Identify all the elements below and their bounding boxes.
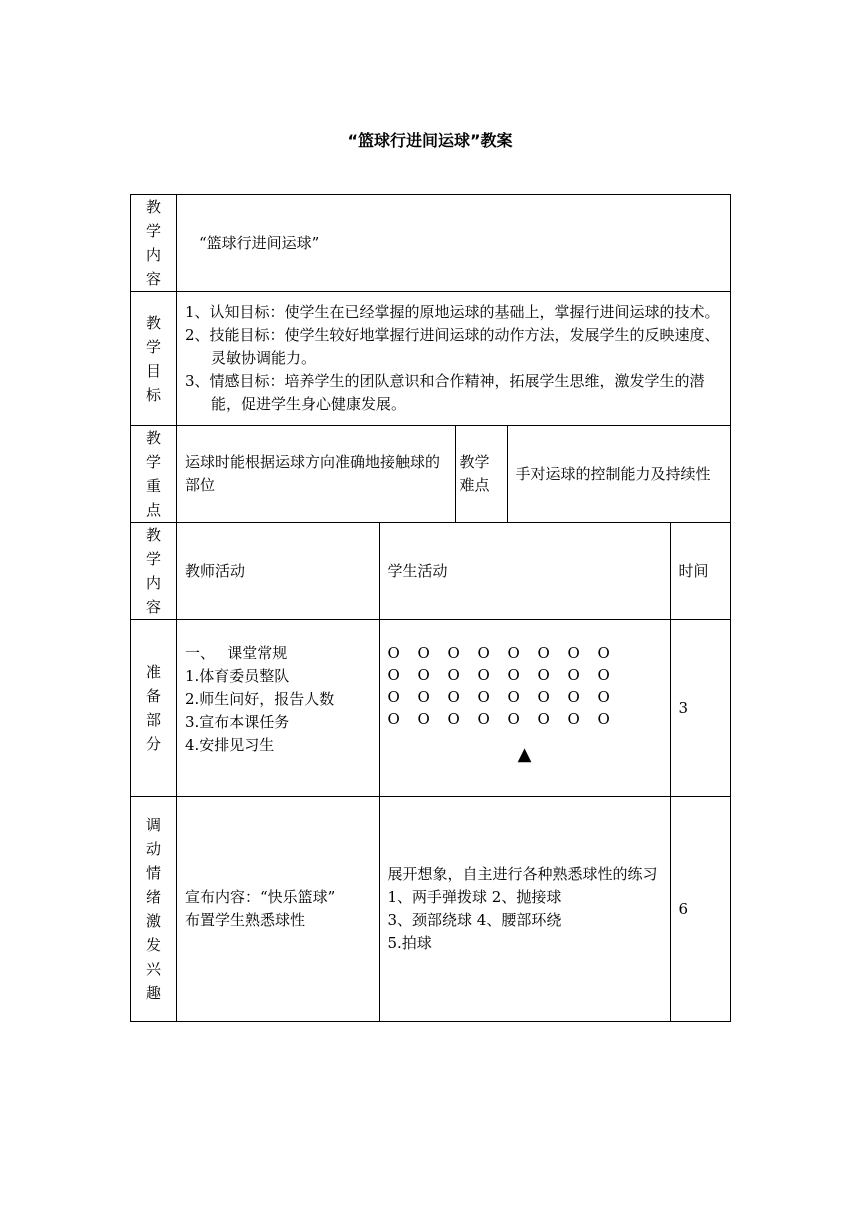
row-label-objectives: 教 学 目 标	[131, 292, 177, 426]
warmup-student-activity: 展开想象，自主进行各种熟悉球性的练习 1、两手弹拨球 2、抛接球 3、颈部绕球 4、腰部环绕 5.拍球	[379, 797, 670, 1021]
header-teacher-activity: 教师活动	[185, 561, 246, 580]
row-label-header: 教 学 内 容	[131, 523, 177, 620]
objective-affective: 3、情感目标：培养学生的团队意识和合作精神，拓展学生思维，激发学生的潜能，促进学生身心健康发展。	[185, 372, 705, 413]
row-objectives	[131, 292, 731, 426]
row-key-points	[131, 426, 731, 523]
row-activity-header	[131, 523, 731, 620]
difficulty-label: 教学 难点	[455, 426, 507, 522]
difficulty-value: 手对运球的控制能力及持续性	[507, 426, 731, 522]
page-title: “篮球行进间运球”教案	[347, 131, 513, 150]
formation-row: O O O O O O O O	[387, 666, 610, 684]
row-label-warmup: 调 动 情 绪 激 发 兴 趣	[131, 797, 177, 1022]
teacher-position-icon: ▲	[517, 744, 532, 765]
row-label-content: 教 学 内 容	[131, 195, 177, 292]
formation-row: O O O O O O O O	[387, 688, 610, 706]
objective-skill: 2、技能目标：使学生较好地掌握行进间运球的动作方法，发展学生的反映速度、灵敏协调能力。	[185, 326, 720, 367]
warmup-time: 6	[670, 797, 731, 1021]
formation-row: O O O O O O O O	[387, 710, 610, 728]
prep-teacher-activity: 一、 课堂常规 1.体育委员整队 2.师生问好，报告人数 3.宣布本课任务 4.安排见习生	[185, 644, 335, 754]
row-content	[131, 195, 731, 292]
student-formation-diagram	[379, 620, 670, 796]
header-student-activity: 学生活动	[379, 523, 670, 619]
row-label-preparation: 准 备 部 分	[131, 620, 177, 797]
formation-row: O O O O O O O O	[387, 644, 610, 662]
objectives-list	[177, 292, 731, 426]
header-time: 时间	[670, 523, 731, 619]
row-preparation	[131, 620, 731, 797]
lesson-plan-table	[130, 194, 731, 1022]
key-point-value: 运球时能根据运球方向准确地接触球的部位	[185, 453, 441, 494]
content-value: “篮球行进间运球”	[177, 195, 731, 292]
prep-time: 3	[670, 620, 731, 796]
warmup-teacher-activity: 宣布内容：“快乐篮球” 布置学生熟悉球性	[185, 888, 336, 929]
objective-cognitive: 1、认知目标：使学生在已经掌握的原地运球的基础上，掌握行进间运球的技术。	[185, 303, 720, 321]
row-label-key-points: 教 学 重 点	[131, 426, 177, 523]
row-warmup	[131, 797, 731, 1022]
